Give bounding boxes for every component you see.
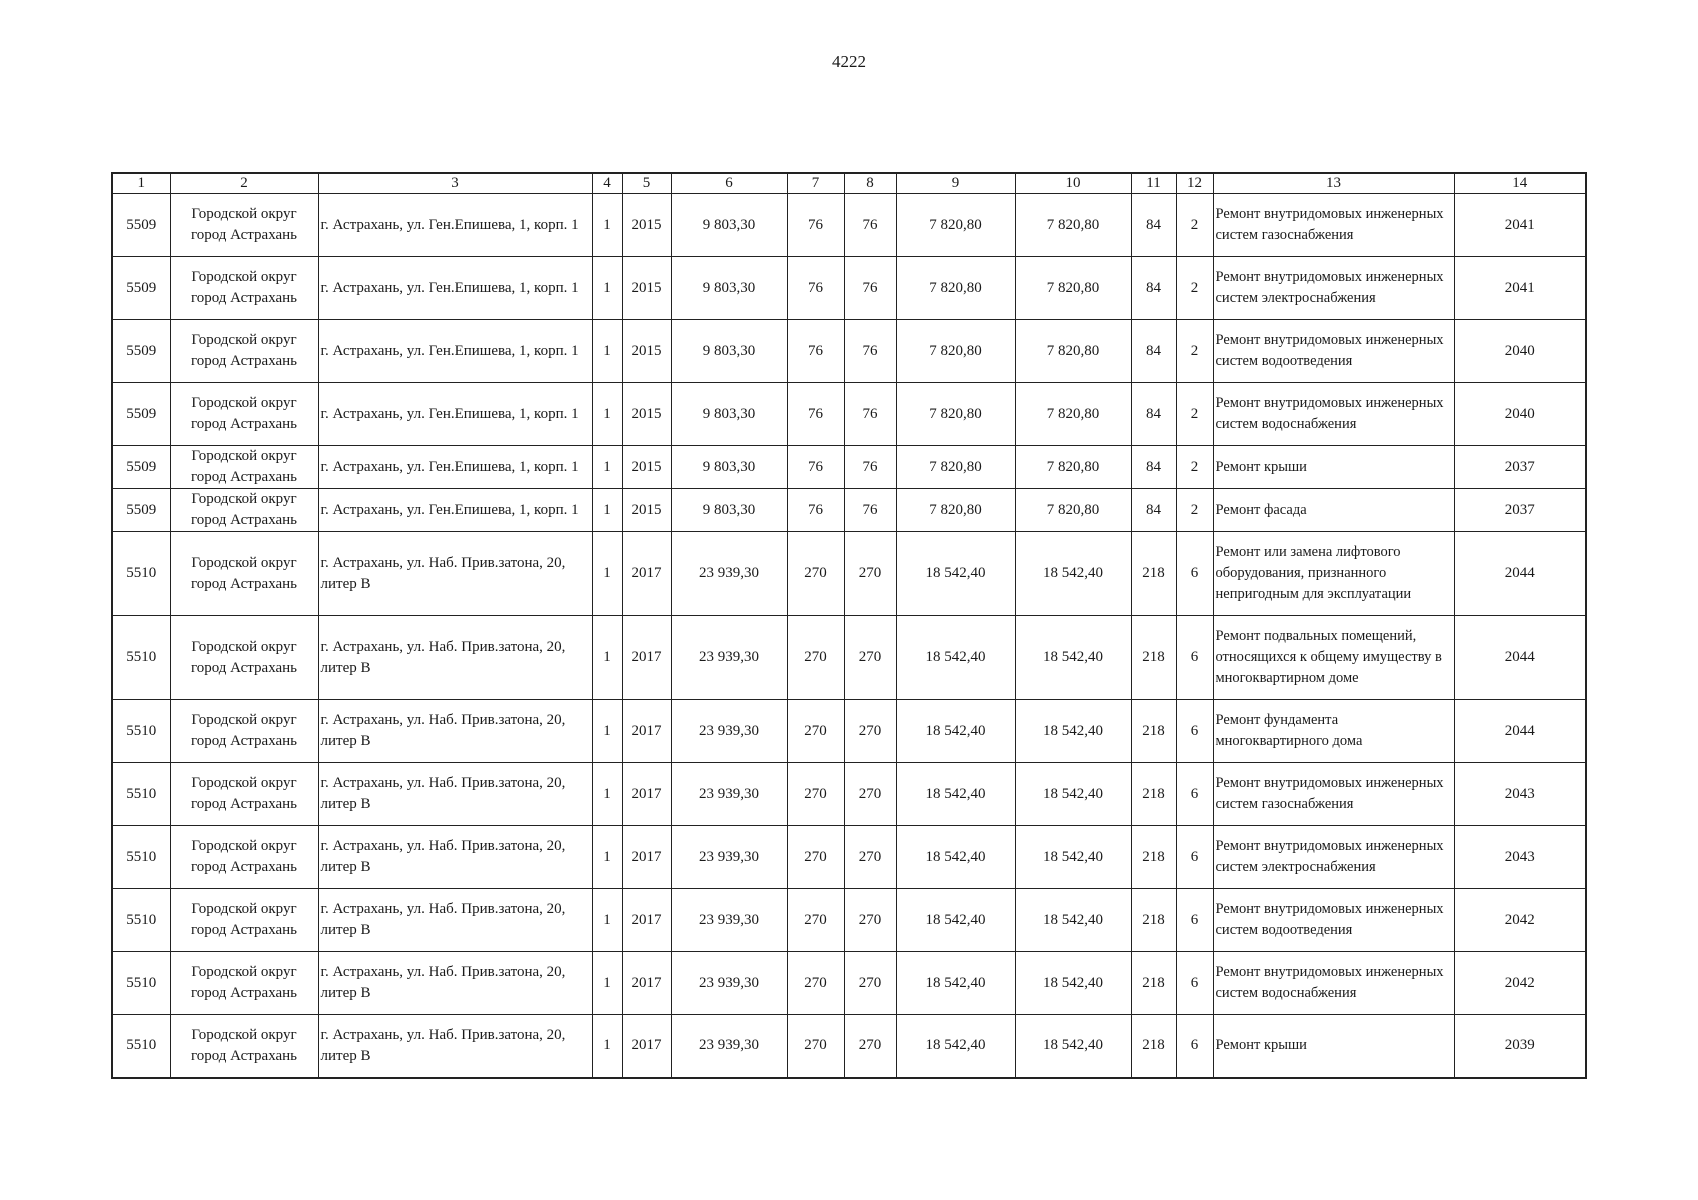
cell-build-year: 2015	[622, 446, 671, 489]
cell-record-id: 5510	[112, 700, 170, 763]
cell-total-area: 9 803,30	[671, 383, 787, 446]
column-header: 4	[592, 173, 622, 194]
cell-col-8: 76	[844, 257, 896, 320]
cell-address: г. Астрахань, ул. Ген.Епишева, 1, корп. 1	[318, 383, 592, 446]
cell-living-area: 18 542,40	[896, 532, 1015, 616]
cell-build-year: 2017	[622, 616, 671, 700]
cell-col-8: 270	[844, 532, 896, 616]
cell-col-11: 218	[1131, 889, 1176, 952]
cell-living-area: 7 820,80	[896, 320, 1015, 383]
cell-total-area: 9 803,30	[671, 489, 787, 532]
cell-municipality: Городской округ город Астрахань	[170, 446, 318, 489]
cell-build-year: 2015	[622, 194, 671, 257]
column-number-row	[112, 173, 1586, 194]
cell-municipality: Городской округ город Астрахань	[170, 826, 318, 889]
cell-col-12: 2	[1176, 320, 1213, 383]
column-header: 5	[622, 173, 671, 194]
table-row	[112, 320, 1586, 383]
cell-living-area: 7 820,80	[896, 446, 1015, 489]
cell-col-11: 218	[1131, 826, 1176, 889]
cell-total-area: 9 803,30	[671, 446, 787, 489]
cell-col-12: 6	[1176, 700, 1213, 763]
cell-build-year: 2017	[622, 826, 671, 889]
cell-municipality: Городской округ город Астрахань	[170, 320, 318, 383]
cell-col-4: 1	[592, 446, 622, 489]
cell-municipality: Городской округ город Астрахань	[170, 383, 318, 446]
cell-living-area: 7 820,80	[896, 489, 1015, 532]
cell-planned-year: 2043	[1454, 826, 1586, 889]
cell-record-id: 5510	[112, 889, 170, 952]
cell-address: г. Астрахань, ул. Наб. Прив.затона, 20, литер В	[318, 889, 592, 952]
cell-col-12: 2	[1176, 383, 1213, 446]
cell-col-12: 2	[1176, 194, 1213, 257]
cell-col-4: 1	[592, 194, 622, 257]
table-row	[112, 889, 1586, 952]
cell-col-7: 76	[787, 320, 844, 383]
cell-planned-year: 2042	[1454, 952, 1586, 1015]
cell-build-year: 2015	[622, 257, 671, 320]
cell-address: г. Астрахань, ул. Наб. Прив.затона, 20, литер В	[318, 616, 592, 700]
cell-record-id: 5510	[112, 763, 170, 826]
cell-col-12: 6	[1176, 889, 1213, 952]
cell-planned-year: 2037	[1454, 489, 1586, 532]
cell-record-id: 5509	[112, 194, 170, 257]
cell-col-11: 84	[1131, 383, 1176, 446]
cell-col-4: 1	[592, 826, 622, 889]
cell-living-area-2: 18 542,40	[1015, 616, 1131, 700]
cell-build-year: 2015	[622, 489, 671, 532]
cell-living-area: 18 542,40	[896, 700, 1015, 763]
cell-work-type: Ремонт крыши	[1213, 446, 1454, 489]
table-row	[112, 952, 1586, 1015]
cell-total-area: 23 939,30	[671, 763, 787, 826]
cell-build-year: 2015	[622, 320, 671, 383]
cell-col-4: 1	[592, 532, 622, 616]
cell-record-id: 5510	[112, 532, 170, 616]
cell-build-year: 2017	[622, 700, 671, 763]
cell-municipality: Городской округ город Астрахань	[170, 194, 318, 257]
cell-col-11: 84	[1131, 194, 1176, 257]
cell-living-area-2: 18 542,40	[1015, 826, 1131, 889]
cell-work-type: Ремонт или замена лифтового оборудования, признанного непригодным для эксплуатации	[1213, 532, 1454, 616]
cell-work-type: Ремонт внутридомовых инженерных систем водоснабжения	[1213, 952, 1454, 1015]
cell-planned-year: 2044	[1454, 616, 1586, 700]
cell-col-12: 2	[1176, 446, 1213, 489]
cell-build-year: 2017	[622, 889, 671, 952]
cell-address: г. Астрахань, ул. Ген.Епишева, 1, корп. 1	[318, 446, 592, 489]
cell-record-id: 5509	[112, 257, 170, 320]
cell-col-7: 270	[787, 532, 844, 616]
cell-col-7: 270	[787, 700, 844, 763]
column-header: 2	[170, 173, 318, 194]
cell-living-area-2: 7 820,80	[1015, 320, 1131, 383]
cell-living-area: 7 820,80	[896, 194, 1015, 257]
cell-work-type: Ремонт внутридомовых инженерных систем газоснабжения	[1213, 763, 1454, 826]
cell-col-11: 218	[1131, 1015, 1176, 1078]
cell-living-area: 18 542,40	[896, 616, 1015, 700]
cell-col-4: 1	[592, 320, 622, 383]
cell-living-area-2: 7 820,80	[1015, 489, 1131, 532]
cell-record-id: 5510	[112, 1015, 170, 1078]
cell-municipality: Городской округ город Астрахань	[170, 889, 318, 952]
column-header: 12	[1176, 173, 1213, 194]
cell-living-area-2: 7 820,80	[1015, 257, 1131, 320]
cell-col-11: 84	[1131, 257, 1176, 320]
cell-build-year: 2017	[622, 763, 671, 826]
cell-total-area: 23 939,30	[671, 532, 787, 616]
cell-col-8: 270	[844, 889, 896, 952]
column-header: 6	[671, 173, 787, 194]
cell-work-type: Ремонт внутридомовых инженерных систем водоотведения	[1213, 889, 1454, 952]
cell-col-8: 76	[844, 489, 896, 532]
cell-col-7: 270	[787, 1015, 844, 1078]
cell-address: г. Астрахань, ул. Ген.Епишева, 1, корп. 1	[318, 257, 592, 320]
cell-address: г. Астрахань, ул. Ген.Епишева, 1, корп. 1	[318, 489, 592, 532]
cell-col-7: 76	[787, 489, 844, 532]
cell-planned-year: 2042	[1454, 889, 1586, 952]
cell-living-area-2: 18 542,40	[1015, 889, 1131, 952]
cell-build-year: 2015	[622, 383, 671, 446]
column-header: 13	[1213, 173, 1454, 194]
cell-col-11: 84	[1131, 489, 1176, 532]
cell-col-8: 270	[844, 616, 896, 700]
cell-municipality: Городской округ город Астрахань	[170, 616, 318, 700]
cell-address: г. Астрахань, ул. Наб. Прив.затона, 20, литер В	[318, 763, 592, 826]
cell-col-8: 270	[844, 763, 896, 826]
cell-planned-year: 2044	[1454, 532, 1586, 616]
cell-col-11: 218	[1131, 952, 1176, 1015]
cell-col-4: 1	[592, 763, 622, 826]
registry-table	[111, 172, 1587, 1079]
column-header: 11	[1131, 173, 1176, 194]
cell-work-type: Ремонт крыши	[1213, 1015, 1454, 1078]
cell-col-11: 84	[1131, 446, 1176, 489]
cell-planned-year: 2041	[1454, 257, 1586, 320]
cell-living-area-2: 18 542,40	[1015, 532, 1131, 616]
cell-living-area: 18 542,40	[896, 952, 1015, 1015]
cell-planned-year: 2044	[1454, 700, 1586, 763]
cell-living-area: 7 820,80	[896, 383, 1015, 446]
cell-municipality: Городской округ город Астрахань	[170, 952, 318, 1015]
cell-col-8: 76	[844, 194, 896, 257]
cell-col-4: 1	[592, 489, 622, 532]
table-row	[112, 826, 1586, 889]
cell-col-4: 1	[592, 1015, 622, 1078]
cell-col-12: 6	[1176, 1015, 1213, 1078]
cell-col-7: 76	[787, 446, 844, 489]
cell-col-7: 76	[787, 194, 844, 257]
cell-living-area-2: 7 820,80	[1015, 383, 1131, 446]
table-row	[112, 489, 1586, 532]
cell-col-7: 270	[787, 952, 844, 1015]
column-header: 1	[112, 173, 170, 194]
cell-living-area: 7 820,80	[896, 257, 1015, 320]
cell-record-id: 5509	[112, 383, 170, 446]
cell-col-8: 270	[844, 1015, 896, 1078]
table-row	[112, 257, 1586, 320]
cell-col-4: 1	[592, 383, 622, 446]
table-row	[112, 532, 1586, 616]
cell-total-area: 23 939,30	[671, 889, 787, 952]
cell-living-area: 18 542,40	[896, 826, 1015, 889]
cell-planned-year: 2039	[1454, 1015, 1586, 1078]
cell-address: г. Астрахань, ул. Наб. Прив.затона, 20, литер В	[318, 700, 592, 763]
cell-living-area: 18 542,40	[896, 1015, 1015, 1078]
cell-col-12: 6	[1176, 532, 1213, 616]
column-header: 14	[1454, 173, 1586, 194]
cell-living-area-2: 18 542,40	[1015, 1015, 1131, 1078]
cell-work-type: Ремонт фундамента многоквартирного дома	[1213, 700, 1454, 763]
cell-col-7: 270	[787, 763, 844, 826]
cell-col-11: 218	[1131, 763, 1176, 826]
cell-col-7: 270	[787, 889, 844, 952]
cell-record-id: 5510	[112, 826, 170, 889]
cell-col-7: 76	[787, 383, 844, 446]
cell-address: г. Астрахань, ул. Ген.Епишева, 1, корп. 1	[318, 320, 592, 383]
cell-col-4: 1	[592, 952, 622, 1015]
cell-living-area: 18 542,40	[896, 889, 1015, 952]
table-row	[112, 763, 1586, 826]
cell-total-area: 23 939,30	[671, 952, 787, 1015]
cell-living-area-2: 18 542,40	[1015, 700, 1131, 763]
cell-col-11: 218	[1131, 700, 1176, 763]
cell-living-area-2: 18 542,40	[1015, 952, 1131, 1015]
cell-address: г. Астрахань, ул. Наб. Прив.затона, 20, литер В	[318, 952, 592, 1015]
cell-planned-year: 2040	[1454, 383, 1586, 446]
cell-col-8: 270	[844, 952, 896, 1015]
cell-col-4: 1	[592, 257, 622, 320]
cell-col-4: 1	[592, 700, 622, 763]
column-header: 3	[318, 173, 592, 194]
cell-col-7: 270	[787, 616, 844, 700]
cell-municipality: Городской округ город Астрахань	[170, 763, 318, 826]
cell-col-4: 1	[592, 616, 622, 700]
cell-build-year: 2017	[622, 1015, 671, 1078]
cell-col-8: 270	[844, 700, 896, 763]
cell-record-id: 5510	[112, 616, 170, 700]
cell-living-area-2: 18 542,40	[1015, 763, 1131, 826]
cell-total-area: 23 939,30	[671, 616, 787, 700]
column-header: 9	[896, 173, 1015, 194]
table-row	[112, 194, 1586, 257]
cell-record-id: 5510	[112, 952, 170, 1015]
cell-total-area: 9 803,30	[671, 257, 787, 320]
cell-municipality: Городской округ город Астрахань	[170, 700, 318, 763]
cell-work-type: Ремонт внутридомовых инженерных систем водоснабжения	[1213, 383, 1454, 446]
cell-planned-year: 2041	[1454, 194, 1586, 257]
column-header: 7	[787, 173, 844, 194]
cell-address: г. Астрахань, ул. Наб. Прив.затона, 20, литер В	[318, 532, 592, 616]
cell-total-area: 23 939,30	[671, 700, 787, 763]
cell-col-8: 76	[844, 383, 896, 446]
table-row	[112, 383, 1586, 446]
cell-record-id: 5509	[112, 489, 170, 532]
cell-record-id: 5509	[112, 320, 170, 383]
cell-living-area: 18 542,40	[896, 763, 1015, 826]
cell-address: г. Астрахань, ул. Наб. Прив.затона, 20, литер В	[318, 1015, 592, 1078]
cell-col-7: 270	[787, 826, 844, 889]
cell-planned-year: 2043	[1454, 763, 1586, 826]
cell-municipality: Городской округ город Астрахань	[170, 489, 318, 532]
cell-col-7: 76	[787, 257, 844, 320]
cell-col-12: 6	[1176, 952, 1213, 1015]
cell-municipality: Городской округ город Астрахань	[170, 532, 318, 616]
cell-total-area: 9 803,30	[671, 194, 787, 257]
cell-municipality: Городской округ город Астрахань	[170, 1015, 318, 1078]
table-row	[112, 1015, 1586, 1078]
table-row	[112, 616, 1586, 700]
cell-total-area: 23 939,30	[671, 826, 787, 889]
cell-col-8: 76	[844, 320, 896, 383]
cell-col-8: 76	[844, 446, 896, 489]
cell-work-type: Ремонт фасада	[1213, 489, 1454, 532]
cell-col-11: 218	[1131, 616, 1176, 700]
cell-build-year: 2017	[622, 952, 671, 1015]
cell-work-type: Ремонт внутридомовых инженерных систем электроснабжения	[1213, 257, 1454, 320]
cell-col-12: 2	[1176, 489, 1213, 532]
cell-col-11: 84	[1131, 320, 1176, 383]
cell-record-id: 5509	[112, 446, 170, 489]
cell-address: г. Астрахань, ул. Ген.Епишева, 1, корп. 1	[318, 194, 592, 257]
cell-total-area: 23 939,30	[671, 1015, 787, 1078]
cell-col-4: 1	[592, 889, 622, 952]
cell-total-area: 9 803,30	[671, 320, 787, 383]
cell-work-type: Ремонт внутридомовых инженерных систем водоотведения	[1213, 320, 1454, 383]
cell-col-11: 218	[1131, 532, 1176, 616]
cell-planned-year: 2040	[1454, 320, 1586, 383]
cell-work-type: Ремонт внутридомовых инженерных систем газоснабжения	[1213, 194, 1454, 257]
cell-work-type: Ремонт подвальных помещений, относящихся к общему имуществу в многоквартирном доме	[1213, 616, 1454, 700]
page-number: 4222	[832, 52, 866, 71]
cell-col-12: 6	[1176, 826, 1213, 889]
table-row	[112, 700, 1586, 763]
cell-work-type: Ремонт внутридомовых инженерных систем электроснабжения	[1213, 826, 1454, 889]
cell-build-year: 2017	[622, 532, 671, 616]
cell-living-area-2: 7 820,80	[1015, 194, 1131, 257]
cell-col-12: 6	[1176, 763, 1213, 826]
column-header: 8	[844, 173, 896, 194]
cell-planned-year: 2037	[1454, 446, 1586, 489]
cell-col-12: 6	[1176, 616, 1213, 700]
table-row	[112, 446, 1586, 489]
cell-address: г. Астрахань, ул. Наб. Прив.затона, 20, литер В	[318, 826, 592, 889]
cell-municipality: Городской округ город Астрахань	[170, 257, 318, 320]
cell-col-8: 270	[844, 826, 896, 889]
cell-col-12: 2	[1176, 257, 1213, 320]
cell-living-area-2: 7 820,80	[1015, 446, 1131, 489]
column-header: 10	[1015, 173, 1131, 194]
